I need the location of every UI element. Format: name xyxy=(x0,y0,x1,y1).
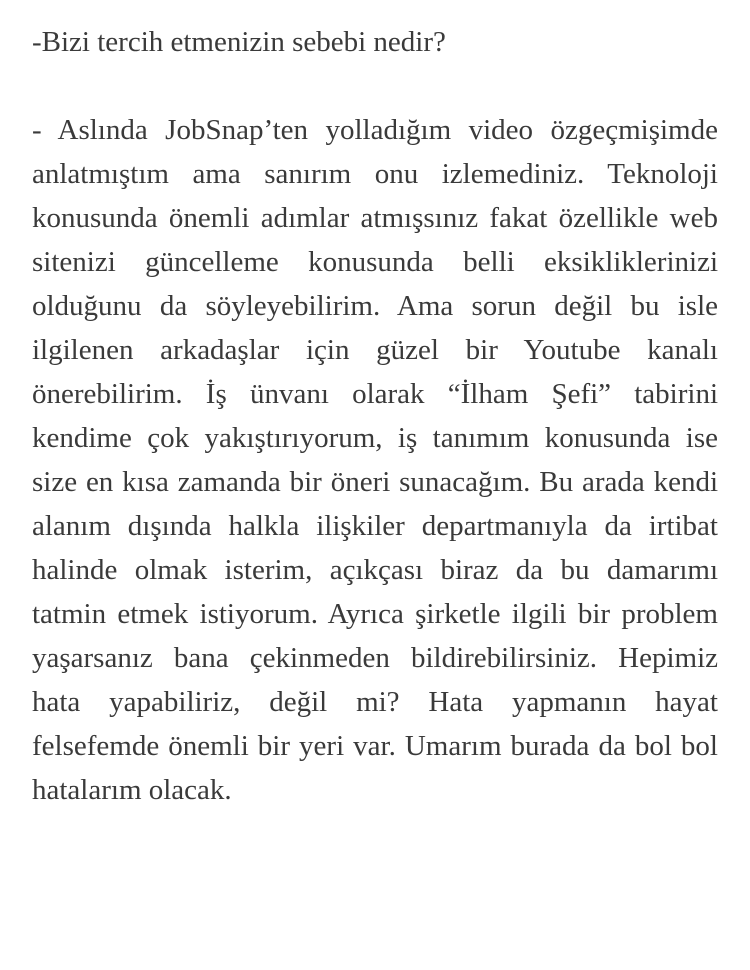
paragraph-spacer xyxy=(32,64,718,108)
interview-answer: - Aslında JobSnap’ten yolladığım video özgeçmişimde anlatmıştım ama sanırım onu izlemediniz. Teknoloji konusunda önemli adımlar atmışsınız fakat özellikle web sitenizi güncelleme konusunda belli eksikliklerinizi olduğunu da söyleyebilirim. Ama sorun değil bu isle ilgilenen arkadaşlar için güzel bir Youtube kanalı önerebilirim. İş ünvanı olarak “İlham Şefi” tabirini kendime çok yakıştırıyorum, iş tanımım konusunda ise size en kısa zamanda bir öneri sunacağım. Bu arada kendi alanım dışında halkla ilişkiler departmanıyla da irtibat halinde olmak isterim, açıkçası biraz da bu damarımı tatmin etmek istiyorum. Ayrıca şirketle ilgili bir problem yaşarsanız bana çekinmeden bildirebilirsiniz. Hepimiz hata yapabiliriz, değil mi? Hata yapmanın hayat felsefemde önemli bir yeri var. Umarım burada da bol bol hatalarım olacak. xyxy=(32,114,718,806)
interview-question: -Bizi tercih etmenizin sebebi nedir? xyxy=(32,26,446,58)
